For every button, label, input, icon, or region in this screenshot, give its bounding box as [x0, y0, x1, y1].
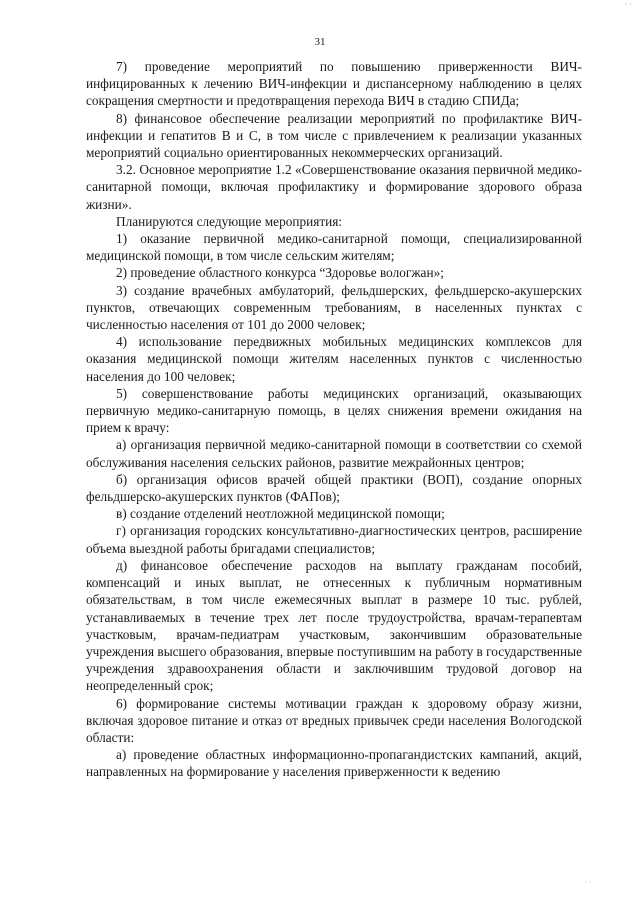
subitem-5a: а) организация первичной медико-санитарной помощи в соответствии со схемой обслуживания населения сельских районов, развитие межрайонных центров; — [86, 437, 582, 470]
subitem-5b: б) организация офисов врачей общей практики (ВОП), создание опорных фельдшерско-акушерских пунктов (ФАПов); — [86, 471, 582, 505]
section-heading-3-2: 3.2. Основное мероприятие 1.2 «Совершенствование оказания первичной медико-санитарной помощи, включая профилактику и формирование здорового образа жизни». — [86, 162, 582, 212]
page-number: 31 — [314, 36, 326, 48]
scan-bottom-mark: · · — [584, 878, 592, 887]
subitem-5c: в) создание отделений неотложной медицинской помощи; — [116, 506, 445, 522]
planned-activities-intro: Планируются следующие мероприятия: — [116, 213, 343, 229]
scan-corner-mark: · · — [624, 0, 632, 9]
subitem-6a: а) проведение областных информационно-пропагандистских кампаний, акций, направленных на формирование у населения приверженности к ведению — [86, 747, 582, 780]
paragraph-item-4: 4) использование передвижных мобильных медицинских комплексов для оказания медицинской помощи жителям населенных пунктов с численностью населения до 100 человек; — [86, 334, 582, 384]
subitem-5e: д) финансовое обеспечение расходов на выплату гражданам пособий, компенсаций и иных выплат, не отнесенных к публичным нормативным обязательствам, в том числе ежемесячных выплат в размере 10 тыс. рублей, устанавливаемых в течение трех лет после трудоустройства, врачам-терапевтам участковым, врачам-педиатрам участковым, закончившим образовательные учреждения высшего образования, впервые поступившим на работу в государственные учреждения здравоохранения области и заключившим трудовой договор на неопределенный срок; — [86, 557, 582, 694]
paragraph-item-7: 7) проведение мероприятий по повышению приверженности ВИЧ-инфицированных к лечению ВИЧ-инфекции и диспансерному наблюдению в целях сокращения смертности и предотвращения перехода ВИЧ в стадию СПИДа; — [86, 59, 582, 109]
paragraph-item-2: 2) проведение областного конкурса “Здоровье вологжан»; — [116, 265, 444, 281]
paragraph-item-6: 6) формирование системы мотивации граждан к здоровому образу жизни, включая здоровое питание и отказ от вредных привычек среди населения Вологодской области: — [86, 695, 582, 745]
subitem-5d: г) организация городских консультативно-диагностических центров, расширение объема выездной работы бригадами специалистов; — [86, 523, 582, 556]
paragraph-item-1: 1) оказание первичной медико-санитарной помощи, специализированной медицинской помощи, в том числе сельским жителям; — [86, 231, 582, 264]
body-text — [86, 58, 582, 781]
paragraph-item-5: 5) совершенствование работы медицинских организаций, оказывающих первичную медико-санитарную помощь, в целях снижения времени ожидания на прием к врачу: — [86, 385, 582, 436]
paragraph-item-8: 8) финансовое обеспечение реализации мероприятий по профилактике ВИЧ- инфекции и гепатитов В и С, в том числе с привлечением к реализации указанных мероприятий социально ориентированных некоммерческих организаций. — [86, 110, 582, 161]
paragraph-item-3: 3) создание врачебных амбулаторий, фельдшерских, фельдшерско-акушерских пунктов, отвечающих современным требованиям, в населенных пунктах с численностью населения от 101 до 2000 человек; — [86, 282, 582, 333]
